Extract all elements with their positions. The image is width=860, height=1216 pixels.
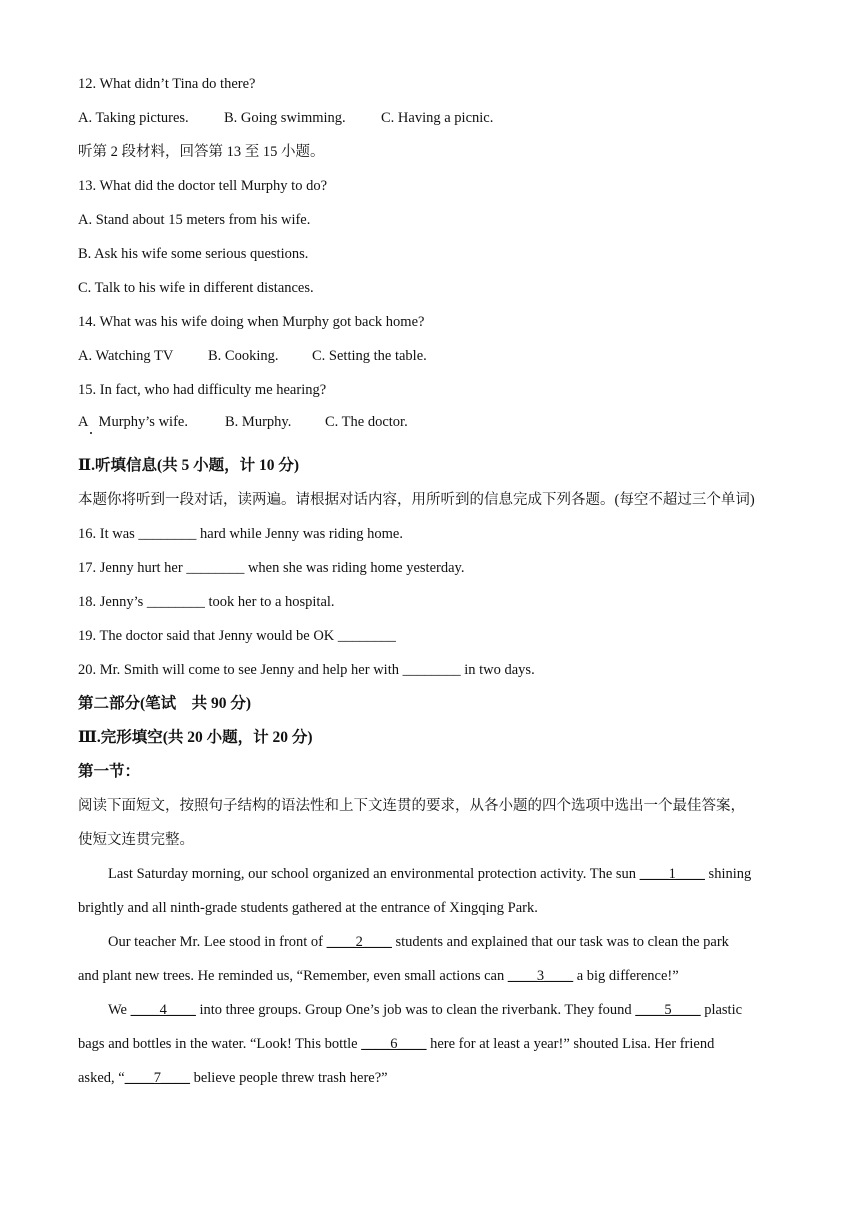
part3-instruction-line1: 阅读下面短文，按照句子结构的语法性和上下文连贯的要求，从各小题的四个选项中选出一个最佳答案，	[78, 798, 745, 814]
passage-line: brightly and all ninth-grade students gathered at the entrance of Xingqing Park.	[78, 900, 538, 916]
blank-5: ____5____	[635, 1002, 701, 1018]
stray-dot	[90, 432, 92, 434]
question-15: 15. In fact, who had difficulty me hearing?	[78, 382, 327, 398]
fill-item-16: 16. It was ________ hard while Jenny was riding home.	[78, 526, 403, 542]
blank-3: ____3____	[507, 968, 574, 984]
option-c: C. Having a picnic.	[381, 110, 494, 126]
passage-line	[108, 932, 729, 952]
passage-line	[78, 966, 679, 986]
option-b: B. Murphy.	[225, 414, 292, 430]
passage-text: here for at least a year!” shouted Lisa. Her friend	[426, 1036, 715, 1052]
passage-text: believe people threw trash here?”	[189, 1070, 388, 1086]
option-a: A. Watching TV	[78, 348, 174, 364]
written-part-heading: 第二部分(笔试 共 90 分)	[78, 695, 252, 712]
passage-text: bags and bottles in the water. “Look! This bottle	[78, 1036, 362, 1052]
fill-item-20: 20. Mr. Smith will come to see Jenny and help her with ________ in two days.	[78, 662, 535, 678]
question-14-options	[78, 346, 427, 366]
question-13-option-a: A. Stand about 15 meters from his wife.	[78, 212, 311, 228]
passage-text: We	[108, 1002, 131, 1018]
fill-item-17: 17. Jenny hurt her ________ when she was riding home yesterday.	[78, 560, 465, 576]
question-12: 12. What didn’t Tina do there?	[78, 76, 256, 92]
passage-text: students and explained that our task was to clean the park	[391, 934, 729, 950]
part3-heading: Ⅲ.完形填空(共 20 小题，计 20 分)	[78, 729, 313, 746]
option-c: C. Setting the table.	[312, 348, 427, 364]
option-a: A. Taking pictures.	[78, 110, 189, 126]
section-instruction: 听第 2 段材料，回答第 13 至 15 小题。	[78, 144, 325, 160]
passage-text: plastic	[700, 1002, 743, 1018]
passage-text: shining	[704, 866, 752, 882]
passage-text: a big difference!”	[573, 968, 679, 984]
question-13: 13. What did the doctor tell Murphy to do?	[78, 178, 328, 194]
part2-heading: Ⅱ.听填信息(共 5 小题，计 10 分)	[78, 457, 300, 474]
fill-item-19: 19. The doctor said that Jenny would be OK ________	[78, 628, 396, 644]
part2-instruction: 本题你将听到一段对话，读两遍。请根据对话内容，用所听到的信息完成下列各题。(每空不超过三个单词)	[78, 492, 755, 508]
question-15-options	[78, 412, 408, 432]
passage-text: and plant new trees. He reminded us, “Remember, even small actions can	[78, 968, 508, 984]
passage-text: asked, “	[78, 1070, 125, 1086]
part3-instruction-line2: 使短文连贯完整。	[78, 832, 194, 848]
passage-line	[78, 1068, 388, 1088]
question-12-options	[78, 108, 493, 128]
blank-4: ____4____	[130, 1002, 196, 1018]
section-1-heading: 第一节：	[78, 763, 141, 780]
blank-6: ____6____	[361, 1036, 427, 1052]
option-b: B. Going swimming.	[224, 110, 346, 126]
option-a: A Murphy’s wife.	[78, 414, 188, 430]
question-14: 14. What was his wife doing when Murphy got back home?	[78, 314, 425, 330]
fill-item-18: 18. Jenny’s ________ took her to a hospital.	[78, 594, 335, 610]
passage-line	[78, 1034, 714, 1054]
blank-2: ____2____	[326, 934, 392, 950]
passage-text: into three groups. Group One’s job was to clean the riverbank. They found	[195, 1002, 636, 1018]
blank-1: ____1____	[639, 866, 705, 882]
question-13-option-c: C. Talk to his wife in different distances.	[78, 280, 314, 296]
passage-text: Our teacher Mr. Lee stood in front of	[108, 934, 327, 950]
question-13-option-b: B. Ask his wife some serious questions.	[78, 246, 309, 262]
passage-line	[108, 864, 751, 884]
passage-line	[108, 1000, 742, 1020]
option-c: C. The doctor.	[325, 414, 408, 430]
blank-7: ____7____	[124, 1070, 190, 1086]
option-b: B. Cooking.	[208, 348, 279, 364]
passage-text: Last Saturday morning, our school organized an environmental protection activity. The sun	[108, 866, 640, 882]
